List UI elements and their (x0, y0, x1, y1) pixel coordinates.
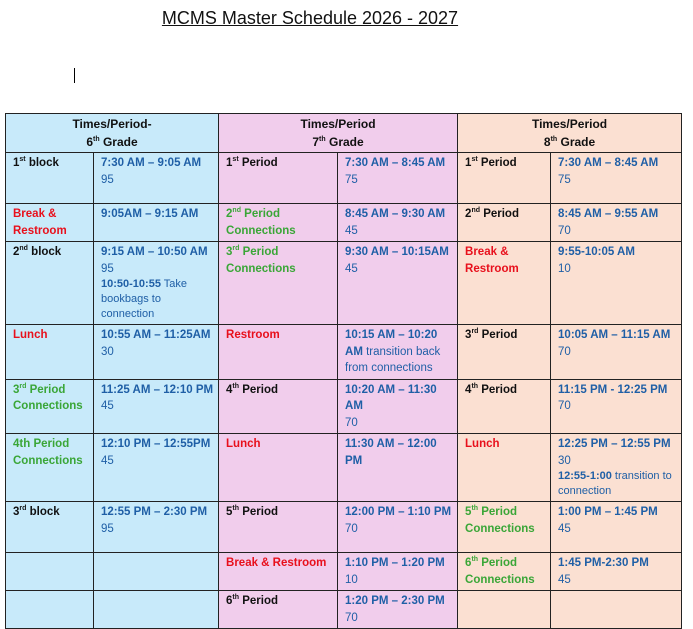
g8-period-cell: 1st Period (458, 153, 551, 204)
master-schedule-table (5, 113, 682, 629)
g8-period-cell: 4th Period (458, 379, 551, 434)
g7-time-cell: 10:15 AM – 10:20 AM transition back from connections (338, 325, 458, 380)
g7-period-cell: 4th Period (219, 379, 338, 434)
g8-empty-cell (458, 591, 551, 629)
g7-period-cell: Break & Restroom (219, 553, 338, 591)
g6-time-cell: 11:25 AM – 12:10 PM 45 (94, 379, 219, 434)
g7-period-cell: 1st Period (219, 153, 338, 204)
g8-period-cell: 5th Period Connections (458, 502, 551, 553)
g8-period-cell: 6th Period Connections (458, 553, 551, 591)
g7-time-cell: 1:10 PM – 1:20 PM 10 (338, 553, 458, 591)
g6-empty-cell (94, 553, 219, 591)
g8-time-cell: 12:25 PM – 12:55 PM 30 12:55-1:00 transition to connection (551, 434, 682, 502)
g8-time-cell: 11:15 PM - 12:25 PM 70 (551, 379, 682, 434)
g6-time-cell: 7:30 AM – 9:05 AM 95 (94, 153, 219, 204)
g7-period-cell: Restroom (219, 325, 338, 380)
g7-time-cell: 1:20 PM – 2:30 PM 70 (338, 591, 458, 629)
text-cursor (74, 68, 75, 83)
g7-time-cell: 7:30 AM – 8:45 AM 75 (338, 153, 458, 204)
g6-empty-cell (94, 591, 219, 629)
g7-period-cell: 6th Period (219, 591, 338, 629)
g6-period-cell: 1st block (6, 153, 94, 204)
g6-empty-cell (6, 591, 94, 629)
g6-time-cell: 10:55 AM – 11:25AM 30 (94, 325, 219, 380)
g6-time-cell: 12:55 PM – 2:30 PM 95 (94, 502, 219, 553)
g8-time-cell: 8:45 AM – 9:55 AM 70 (551, 204, 682, 242)
g8-time-cell: 7:30 AM – 8:45 AM 75 (551, 153, 682, 204)
g8-time-cell: 1:00 PM – 1:45 PM 45 (551, 502, 682, 553)
g7-period-cell: 2nd Period Connections (219, 204, 338, 242)
g8-time-cell: 9:55-10:05 AM 10 (551, 242, 682, 325)
g7-time-cell: 10:20 AM – 11:30 AM 70 (338, 379, 458, 434)
g7-time-cell: 8:45 AM – 9:30 AM 45 (338, 204, 458, 242)
g7-period-cell: 3rd Period Connections (219, 242, 338, 325)
g6-time-cell: 12:10 PM – 12:55PM 45 (94, 434, 219, 502)
g6-period-cell: 2nd block (6, 242, 94, 325)
g6-period-cell: 3rd block (6, 502, 94, 553)
g6-time-cell: 9:15 AM – 10:50 AM 95 10:50-10:55 Take bookbags to connection (94, 242, 219, 325)
document-title: MCMS Master Schedule 2026 - 2027 (161, 8, 459, 28)
g8-time-cell: 1:45 PM-2:30 PM 45 (551, 553, 682, 591)
header-grade-6: Times/Period- 6th Grade (6, 114, 219, 153)
g6-empty-cell (6, 553, 94, 591)
g7-time-cell: 11:30 AM – 12:00 PM (338, 434, 458, 502)
g8-period-cell: Lunch (458, 434, 551, 502)
g7-time-cell: 12:00 PM – 1:10 PM 70 (338, 502, 458, 553)
g8-period-cell: Break & Restroom (458, 242, 551, 325)
g8-time-cell: 10:05 AM – 11:15 AM 70 (551, 325, 682, 380)
g6-period-cell: Break & Restroom (6, 204, 94, 242)
g6-time-cell: 9:05AM – 9:15 AM (94, 204, 219, 242)
g6-period-cell: 4th Period Connections (6, 434, 94, 502)
g6-period-cell: 3rd Period Connections (6, 379, 94, 434)
header-grade-7: Times/Period 7th Grade (219, 114, 458, 153)
g8-period-cell: 3rd Period (458, 325, 551, 380)
g7-period-cell: 5th Period (219, 502, 338, 553)
g6-period-cell: Lunch (6, 325, 94, 380)
g8-period-cell: 2nd Period (458, 204, 551, 242)
g8-empty-cell (551, 591, 682, 629)
header-grade-8: Times/Period 8th Grade (458, 114, 682, 153)
g7-time-cell: 9:30 AM – 10:15AM 45 (338, 242, 458, 325)
g7-period-cell: Lunch (219, 434, 338, 502)
